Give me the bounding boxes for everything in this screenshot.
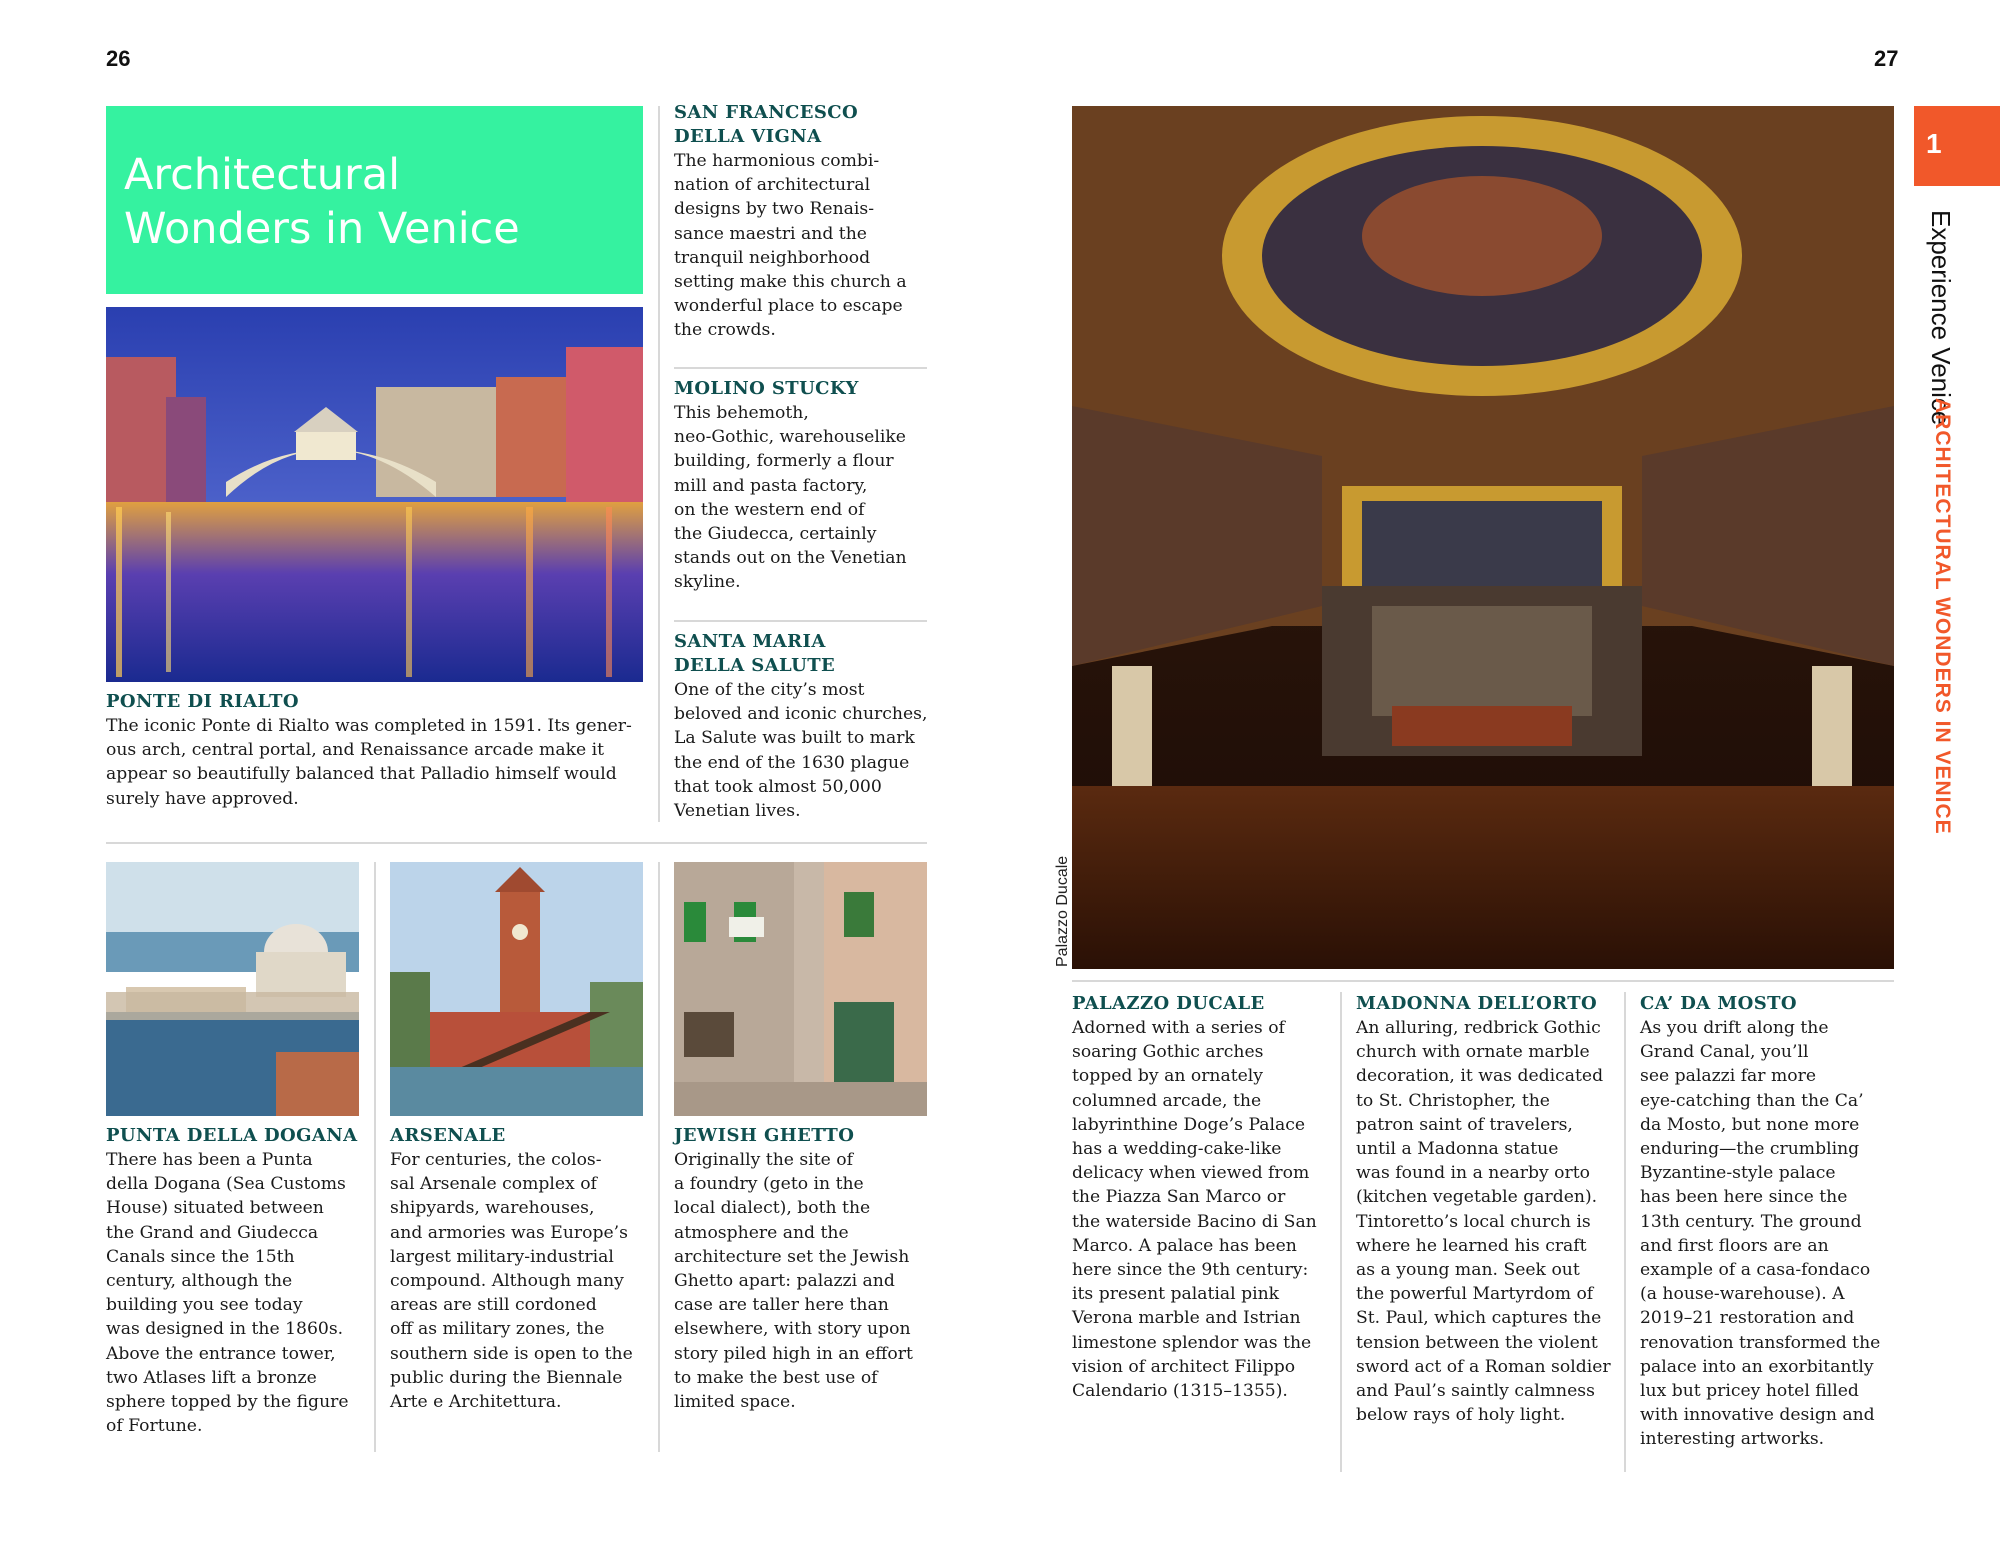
section-title: MADONNA DELL’ORTO [1356, 993, 1598, 1014]
divider [674, 367, 927, 369]
section-body: The iconic Ponte di Rialto was completed in 1591. Its gener- ous arch, central portal, and Renaissance arcade make it appear so beautifully balanced that Palladio himself would surely have approved. [106, 716, 632, 809]
section-body: As you drift along the Grand Canal, you’ll see palazzi far more eye-catching than the Ca’ da Mosto, but none more enduring—the crumbling Byzantine-style palace has been here since the 13th century. The ground and first floors are an example of a casa-fondaco (a house-warehouse). A 2019–21 restoration and renovation transformed the palace into an exorbitantly lux but pricey hotel filled with innovative design and interesting artworks. [1640, 1018, 1881, 1450]
section-title: MOLINO STUCKY [674, 378, 859, 399]
chapter-title-box [106, 106, 643, 294]
section-title: PUNTA DELLA DOGANA [106, 1125, 358, 1146]
section-title: PONTE DI RIALTO [106, 691, 299, 712]
section-body: For centuries, the colos- sal Arsenale complex of shipyards, warehouses, and armories was Europe’s largest military-industrial compound. Although many areas are still cordoned off as military zones, the southern side is open to the public during the Biennale Arte e Architettura. [390, 1150, 633, 1413]
section-jewish-ghetto [674, 1124, 934, 1414]
section-palazzo-ducale [1072, 992, 1342, 1403]
section-arsenale [390, 1124, 650, 1414]
chapter-number: 1 [1926, 128, 1942, 159]
section-punta-della-dogana [106, 1124, 366, 1438]
column-divider [658, 106, 660, 822]
section-body: This behemoth, neo-Gothic, warehouselike building, formerly a flour mill and pasta factory, on the western end of the Giudecca, certainly stands out on the Venetian skyline. [674, 403, 907, 593]
section-title: SANTA MARIA DELLA SALUTE [674, 631, 836, 676]
divider [1072, 980, 1894, 982]
page-number-right: 27 [1874, 46, 1899, 71]
column-divider [1340, 992, 1342, 1472]
section-body: Originally the site of a foundry (geto in the local dialect), both the atmosphere and the architecture set the Jewish Ghetto apart: palazzi and case are taller here than elsewhere, with story upon story piled high in an effort to make the best use of limited space. [674, 1150, 913, 1413]
section-body: Adorned with a series of soaring Gothic arches topped by an ornately columned arcade, the labyrinthine Doge’s Palace has a wedding-cake-like delicacy when viewed from the Piazza San Marco or the waterside Bacino di San Marco. A palace has been here since the 9th century: its present palatial pink Verona marble and Istrian limestone splendor was the vision of architect Filippo Calendario (1315–1355). [1072, 1018, 1317, 1402]
section-label: ARCHITECTURAL WONDERS IN VENICE [1931, 398, 1954, 835]
photo-caption: Palazzo Ducale [1054, 855, 1071, 967]
column-divider [1624, 992, 1626, 1472]
chapter-tab [1914, 106, 2000, 186]
section-molino-stucky [674, 377, 934, 595]
section-body: The harmonious combi- nation of architectural designs by two Renais- sance maestri and the tranquil neighborhood setting make this church a wonderful place to escape the crowds. [674, 151, 907, 341]
chapter-label: Experience Venice [1926, 210, 1956, 426]
punta-della-dogana-photo [106, 862, 359, 1116]
jewish-ghetto-photo [674, 862, 927, 1116]
section-santa-maria-della-salute [674, 630, 934, 823]
divider [674, 620, 927, 622]
section-title: ARSENALE [390, 1125, 506, 1146]
divider [106, 842, 927, 844]
section-body: There has been a Punta della Dogana (Sea Customs House) situated between the Grand and Giudecca Canals since the 15th century, although the building you see today was designed in the 1860s. Above the entrance tower, two Atlases lift a bronze sphere topped by the figure of Fortune. [106, 1150, 349, 1437]
section-madonna-dellorto [1356, 992, 1626, 1427]
arsenale-photo [390, 862, 643, 1116]
section-title: CA’ DA MOSTO [1640, 993, 1798, 1014]
page-title: Architectural Wonders in Venice [124, 150, 520, 254]
section-title: PALAZZO DUCALE [1072, 993, 1265, 1014]
section-body: An alluring, redbrick Gothic church with ornate marble decoration, it was dedicated to St. Christopher, the patron saint of travelers, until a Madonna statue was found in a nearby orto (kitchen vegetable garden). Tintoretto’s local church is where he learned his craft as a young man. Seek out the powerful Martyrdom of St. Paul, which captures the tension between the violent sword act of a Roman soldier and Paul’s saintly calmness below rays of holy light. [1356, 1018, 1611, 1426]
rialto-bridge-photo [106, 307, 643, 682]
section-title: JEWISH GHETTO [674, 1125, 855, 1146]
section-san-francesco [674, 101, 934, 343]
palazzo-ducale-photo [1072, 106, 1894, 969]
section-body: One of the city’s most beloved and iconic churches, La Salute was built to mark the end of the 1630 plague that took almost 50,000 Venetian lives. [674, 680, 928, 822]
column-divider [658, 862, 660, 1452]
section-ponte-di-rialto [106, 690, 646, 811]
section-ca-da-mosto [1640, 992, 1900, 1452]
column-divider [374, 862, 376, 1452]
page-number-left: 26 [106, 46, 131, 71]
section-title: SAN FRANCESCO DELLA VIGNA [674, 102, 859, 147]
